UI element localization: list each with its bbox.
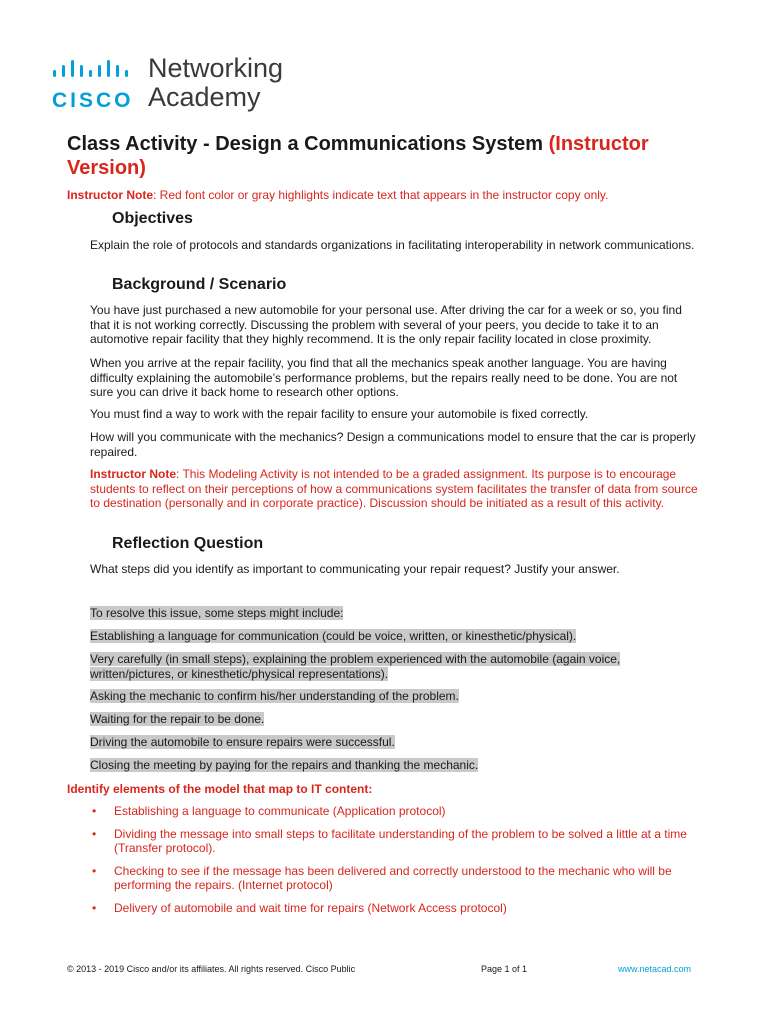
- title-version: Version): [67, 157, 146, 179]
- list-item: • Establishing a language to communicate (Application protocol): [92, 804, 446, 818]
- answer-line: Very carefully (in small steps), explaining the problem experienced with the automobile (again voice, written/pictures, or kinesthetic/physical representations).: [90, 652, 621, 681]
- instructor-note-label: Instructor Note: [67, 188, 154, 202]
- reflection-question: What steps did you identify as important to communicating your repair request? Justify your answer.: [90, 562, 620, 576]
- cisco-bars-icon: [53, 58, 143, 82]
- instructor-note-label: Instructor Note: [90, 467, 177, 481]
- answer-line: Asking the mechanic to confirm his/her understanding of the problem.: [90, 689, 459, 703]
- logo-text-academy: Academy: [148, 82, 261, 112]
- answer-line: Establishing a language for communication (could be voice, written, or kinesthetic/physical).: [90, 629, 577, 643]
- instructor-note-top: [67, 187, 707, 203]
- footer-url-link[interactable]: www.netacad.com: [618, 964, 692, 974]
- title-main: Class Activity - Design a Communications System: [67, 133, 549, 155]
- list-item: • Dividing the message into small steps to facilitate understanding of the problem to be solved a little at a time (Transfer protocol).: [92, 826, 687, 855]
- identify-list: [90, 804, 710, 915]
- answer-line: Closing the meeting by paying for the repairs and thanking the mechanic.: [90, 758, 479, 772]
- background-paragraph-1: You have just purchased a new automobile for your personal use. After driving the car for a week or so, you find that it is not working correctly. Discussing the problem with several of your peers, you decide to take it to an automotive repair facility that they highly recommend. It is the only repair facility located in close proximity.: [90, 303, 682, 346]
- cisco-wordmark: CISCO: [52, 89, 134, 112]
- background-heading: Background / Scenario: [112, 276, 287, 293]
- footer-page-number: Page 1 of 1: [481, 964, 528, 974]
- list-item: • Delivery of automobile and wait time for repairs (Network Access protocol): [92, 900, 507, 915]
- answer-line: Waiting for the repair to be done.: [90, 712, 265, 726]
- bullet-icon: •: [92, 863, 97, 878]
- objectives-heading: Objectives: [112, 210, 193, 227]
- instructor-note-background: [90, 467, 700, 511]
- answer-line: To resolve this issue, some steps might include:: [90, 606, 344, 620]
- background-paragraph-3: You must find a way to work with the repair facility to ensure your automobile is fixed correctly.: [90, 407, 589, 421]
- logo-text-networking: Networking: [148, 53, 284, 83]
- answer-line: Driving the automobile to ensure repairs were successful.: [90, 735, 395, 749]
- identify-heading: Identify elements of the model that map to IT content:: [67, 782, 373, 796]
- background-paragraph-4: How will you communicate with the mechanics? Design a communications model to ensure that the car is properly repaired.: [90, 430, 696, 459]
- objectives-text: Explain the role of protocols and standards organizations in facilitating interoperability in network communications.: [90, 238, 695, 252]
- list-item: • Checking to see if the message has been delivered and correctly understood to the mechanic who will be performing the repairs. (Internet protocol): [92, 863, 672, 892]
- bullet-icon: •: [92, 804, 97, 818]
- footer-copyright: © 2013 - 2019 Cisco and/or its affiliates. All rights reserved. Cisco Public: [67, 964, 356, 974]
- reflection-heading: Reflection Question: [112, 535, 264, 552]
- cisco-networking-academy-logo: [52, 53, 312, 116]
- bullet-icon: •: [92, 900, 97, 915]
- background-paragraph-2: When you arrive at the repair facility, you find that all the mechanics speak another language. You are having difficulty explaining the automobile’s performance problems, but the repairs really need to be done. You are not sure you can drive it back home to research other options.: [90, 356, 678, 399]
- instructor-note-text: : This Modeling Activity is not intended to be a graded assignment. Its purpose is to encourage students to reflect on their perceptions of how a communications system facilitates the transfer of data from source to destination (personally and in corporate practice). Discussion should be initiated as a result of this activity.: [90, 467, 698, 510]
- instructor-note-text: : Red font color or gray highlights indicate text that appears in the instructor copy only.: [153, 188, 609, 202]
- bullet-icon: •: [92, 826, 97, 841]
- title-instructor: (Instructor: [548, 133, 649, 155]
- document-title: [67, 132, 707, 180]
